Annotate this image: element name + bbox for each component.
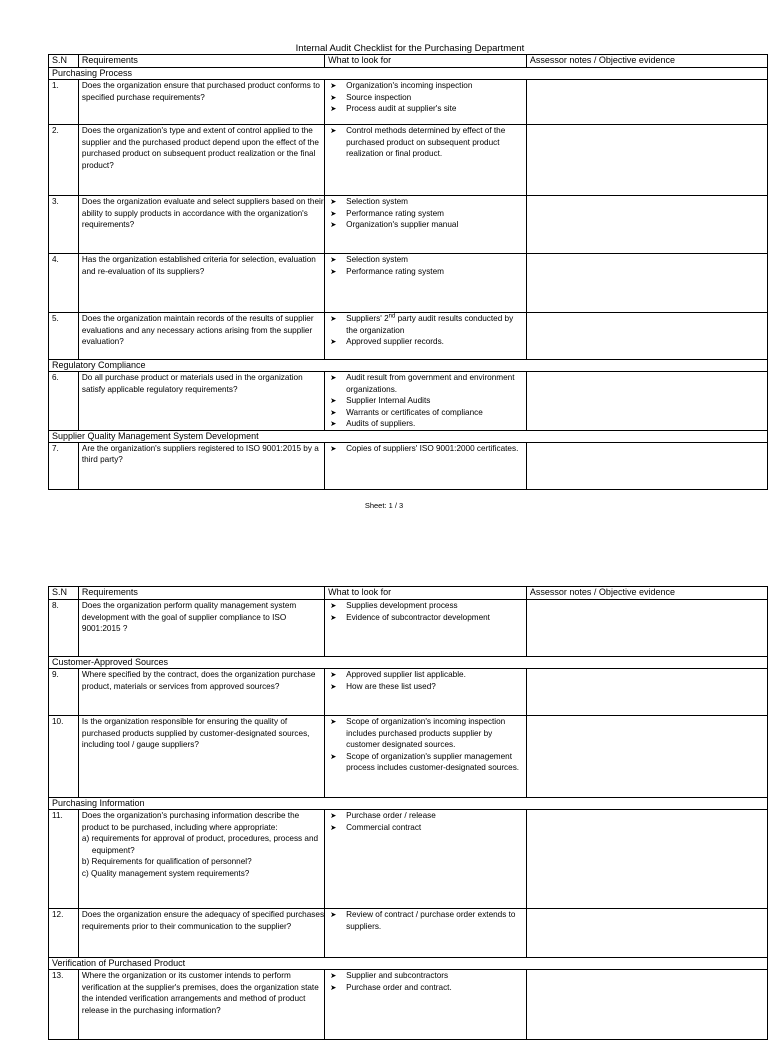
arrow-bullet-icon: ➤ — [330, 220, 337, 229]
look-for-text: Selection system — [346, 197, 408, 206]
section-title: Regulatory Compliance — [49, 360, 768, 372]
column-header-requirements: Requirements — [78, 587, 324, 600]
row-number: 1. — [49, 80, 79, 125]
table-row — [49, 254, 768, 313]
row-number: 10. — [49, 716, 79, 798]
section-title: Purchasing Process — [49, 68, 768, 80]
look-for-item — [328, 254, 526, 266]
table-row — [49, 669, 768, 716]
arrow-bullet-icon: ➤ — [330, 396, 337, 405]
arrow-bullet-icon: ➤ — [330, 373, 337, 382]
arrow-bullet-icon: ➤ — [330, 612, 337, 622]
look-for-item — [328, 125, 526, 160]
arrow-bullet-icon: ➤ — [330, 601, 337, 610]
assessor-notes-cell[interactable] — [526, 442, 767, 489]
assessor-notes-cell[interactable] — [526, 196, 767, 254]
arrow-bullet-icon: ➤ — [330, 126, 337, 135]
requirement-cell: Is the organization responsible for ensuring the quality of purchased products supplied by customer-designated sources, including tool / gauge suppliers? — [78, 716, 324, 798]
section-title: Verification of Purchased Product — [49, 958, 768, 970]
arrow-bullet-icon: ➤ — [330, 717, 337, 726]
arrow-bullet-icon: ➤ — [330, 443, 337, 453]
assessor-notes-cell[interactable] — [526, 80, 767, 125]
row-number: 9. — [49, 669, 79, 716]
requirement-cell: Does the organization evaluate and select suppliers based on their ability to supply products in accordance with the organization's requirements? — [78, 196, 324, 254]
look-for-item — [328, 681, 526, 693]
requirement-cell: Does the organization ensure that purchased product conforms to specified purchase requirements? — [78, 80, 324, 125]
assessor-notes-cell[interactable] — [526, 810, 767, 909]
requirement-text: Does the organization's purchasing information describe the product to be purchased, including where appropriate: — [81, 811, 300, 832]
row-number: 13. — [49, 970, 79, 1040]
look-for-text: Source inspection — [346, 92, 412, 102]
look-for-text: Supplies development process — [346, 601, 458, 610]
row-number: 8. — [49, 600, 79, 657]
table-header-row — [49, 587, 768, 600]
look-for-cell — [325, 125, 527, 196]
look-for-item — [328, 418, 526, 430]
requirement-cell: Does the organization ensure the adequacy of specified purchases requirements prior to their communication to the supplier? — [78, 909, 324, 958]
arrow-bullet-icon: ➤ — [330, 681, 337, 691]
look-for-item — [328, 810, 526, 822]
look-for-item — [328, 80, 526, 92]
row-number: 6. — [49, 372, 79, 431]
arrow-bullet-icon: ➤ — [330, 266, 337, 276]
table-row — [49, 196, 768, 254]
look-for-text: How are these list used? — [346, 681, 436, 691]
arrow-bullet-icon: ➤ — [330, 314, 337, 323]
assessor-notes-cell[interactable] — [526, 970, 767, 1040]
requirement-cell — [78, 810, 324, 909]
look-for-item — [328, 395, 526, 407]
arrow-bullet-icon: ➤ — [330, 104, 337, 113]
table-row — [49, 716, 768, 798]
look-for-cell — [325, 442, 527, 489]
section-row — [49, 657, 768, 669]
requirement-cell: Does the organization maintain records of the results of supplier evaluations and any necessary actions arising from the supplier evaluation? — [78, 313, 324, 360]
look-for-text: Organization's incoming inspection — [346, 81, 473, 90]
look-for-item — [328, 266, 526, 278]
section-title: Supplier Quality Management System Development — [49, 430, 768, 442]
arrow-bullet-icon: ➤ — [330, 407, 337, 417]
look-for-item — [328, 219, 526, 231]
look-for-cell — [325, 196, 527, 254]
section-title: Customer-Approved Sources — [49, 657, 768, 669]
look-for-text: Supplier and subcontractors — [346, 971, 449, 980]
look-for-text: Organization's supplier manual — [346, 220, 459, 229]
look-for-text: Audits of suppliers. — [346, 419, 416, 428]
row-number: 7. — [49, 442, 79, 489]
look-for-item — [328, 92, 526, 104]
look-for-cell — [325, 716, 527, 798]
sheet-number-label: Sheet: 1 / 3 — [364, 501, 404, 510]
look-for-item — [328, 822, 526, 834]
table-row — [49, 970, 768, 1040]
requirement-cell: Has the organization established criteria for selection, evaluation and re-evaluation of its suppliers? — [78, 254, 324, 313]
table-row — [49, 372, 768, 431]
table-row — [49, 80, 768, 125]
look-for-item — [328, 669, 526, 681]
arrow-bullet-icon: ➤ — [330, 255, 337, 264]
assessor-notes-cell[interactable] — [526, 313, 767, 360]
look-for-cell — [325, 909, 527, 958]
look-for-item — [328, 982, 526, 994]
look-for-text: Approved supplier list applicable. — [346, 670, 466, 679]
look-for-text: Copies of suppliers' ISO 9001:2000 certificates. — [346, 443, 519, 453]
table-header-row — [49, 55, 768, 68]
look-for-text: Audit result from government and environment organizations. — [346, 373, 515, 394]
arrow-bullet-icon: ➤ — [330, 971, 337, 980]
assessor-notes-cell[interactable] — [526, 372, 767, 431]
table-row — [49, 125, 768, 196]
arrow-bullet-icon: ➤ — [330, 751, 337, 761]
row-number: 3. — [49, 196, 79, 254]
look-for-item — [328, 313, 526, 336]
arrow-bullet-icon: ➤ — [330, 982, 337, 992]
section-row — [49, 798, 768, 810]
look-for-text: Approved supplier records. — [346, 337, 444, 346]
look-for-text: Performance rating system — [346, 266, 444, 276]
section-row — [49, 360, 768, 372]
column-header-assessor-notes: Assessor notes / Objective evidence — [526, 587, 767, 600]
look-for-text: Evidence of subcontractor development — [346, 612, 490, 622]
requirement-sub-item: a) requirements for approval of product, procedures, process and equipment? — [81, 834, 319, 855]
column-header-sn: S.N — [49, 55, 79, 68]
look-for-cell — [325, 810, 527, 909]
look-for-text: Suppliers' 2nd party audit results conducted by the organization — [346, 313, 514, 335]
look-for-text: Selection system — [346, 255, 408, 264]
look-for-text: Purchase order and contract. — [346, 982, 452, 992]
row-number: 5. — [49, 313, 79, 360]
look-for-cell — [325, 254, 527, 313]
look-for-cell — [325, 600, 527, 657]
look-for-item — [328, 443, 526, 455]
look-for-item — [328, 208, 526, 220]
table-row — [49, 442, 768, 489]
requirement-sub-item: b) Requirements for qualification of personnel? — [81, 857, 252, 866]
section-row — [49, 68, 768, 80]
table-row — [49, 909, 768, 958]
arrow-bullet-icon: ➤ — [330, 81, 337, 90]
look-for-item — [328, 103, 526, 115]
look-for-cell — [325, 372, 527, 431]
table-row — [49, 600, 768, 657]
arrow-bullet-icon: ➤ — [330, 92, 337, 102]
column-header-sn: S.N — [49, 587, 79, 600]
requirement-sub-item: c) Quality management system requirements? — [81, 868, 250, 878]
checklist-table-sheet-1 — [48, 54, 768, 490]
look-for-item — [328, 970, 526, 982]
look-for-cell — [325, 313, 527, 360]
look-for-cell — [325, 970, 527, 1040]
requirement-cell: Does the organization perform quality management system development with the goal of supplier compliance to ISO 9001:2015 ? — [78, 600, 324, 657]
look-for-item — [328, 372, 526, 395]
look-for-text: Performance rating system — [346, 208, 444, 218]
look-for-item — [328, 909, 526, 932]
arrow-bullet-icon: ➤ — [330, 910, 337, 919]
look-for-cell — [325, 669, 527, 716]
look-for-text: Control methods determined by effect of the purchased product on subsequent product realization or final product. — [346, 126, 506, 158]
requirement-cell: Where the organization or its customer intends to perform verification at the supplier's premises, does the organization state the intended verification arrangements and method of product release in the purchasing information? — [78, 970, 324, 1040]
arrow-bullet-icon: ➤ — [330, 419, 337, 428]
requirement-cell: Does the organization's type and extent of control applied to the supplier and the purchased product depend upon the effect of the purchased product on subsequent product realization or the final product? — [78, 125, 324, 196]
section-title: Purchasing Information — [49, 798, 768, 810]
look-for-item — [328, 336, 526, 348]
section-row — [49, 430, 768, 442]
look-for-text: Commercial contract — [346, 822, 422, 832]
requirement-cell: Are the organization's suppliers registered to ISO 9001:2015 by a third party? — [78, 442, 324, 489]
arrow-bullet-icon: ➤ — [330, 197, 337, 206]
table-row — [49, 810, 768, 909]
column-header-what-to-look-for: What to look for — [325, 587, 527, 600]
document-title: Internal Audit Checklist for the Purchasing Department — [295, 43, 525, 54]
requirement-cell: Do all purchase product or materials used in the organization satisfy applicable regulatory requirements? — [78, 372, 324, 431]
arrow-bullet-icon: ➤ — [330, 670, 337, 679]
arrow-bullet-icon: ➤ — [330, 208, 337, 218]
look-for-text: Review of contract / purchase order extends to suppliers. — [346, 910, 516, 931]
look-for-item — [328, 600, 526, 612]
row-number: 12. — [49, 909, 79, 958]
column-header-what-to-look-for: What to look for — [325, 55, 527, 68]
arrow-bullet-icon: ➤ — [330, 811, 337, 820]
look-for-item — [328, 751, 526, 774]
requirement-cell: Where specified by the contract, does the organization purchase product, materials or services from approved sources? — [78, 669, 324, 716]
section-row — [49, 958, 768, 970]
look-for-text: Scope of organization's incoming inspection includes purchased products supplier by customer designated sources. — [346, 717, 506, 749]
arrow-bullet-icon: ➤ — [330, 337, 337, 346]
assessor-notes-cell[interactable] — [526, 909, 767, 958]
assessor-notes-cell[interactable] — [526, 716, 767, 798]
look-for-text: Supplier Internal Audits — [346, 396, 431, 405]
arrow-bullet-icon: ➤ — [330, 822, 337, 832]
table-row — [49, 313, 768, 360]
assessor-notes-cell[interactable] — [526, 600, 767, 657]
look-for-item — [328, 407, 526, 419]
assessor-notes-cell[interactable] — [526, 254, 767, 313]
checklist-table-sheet-2 — [48, 586, 768, 1040]
row-number: 4. — [49, 254, 79, 313]
look-for-text: Warrants or certificates of compliance — [346, 407, 483, 417]
look-for-text: Purchase order / release — [346, 811, 436, 820]
look-for-text: Process audit at supplier's site — [346, 104, 457, 113]
look-for-item — [328, 716, 526, 751]
look-for-item — [328, 612, 526, 624]
assessor-notes-cell[interactable] — [526, 125, 767, 196]
column-header-requirements: Requirements — [78, 55, 324, 68]
row-number: 2. — [49, 125, 79, 196]
column-header-assessor-notes: Assessor notes / Objective evidence — [526, 55, 767, 68]
assessor-notes-cell[interactable] — [526, 669, 767, 716]
row-number: 11. — [49, 810, 79, 909]
look-for-text: Scope of organization's supplier management process includes customer-designated sources. — [346, 751, 520, 772]
look-for-cell — [325, 80, 527, 125]
look-for-item — [328, 196, 526, 208]
